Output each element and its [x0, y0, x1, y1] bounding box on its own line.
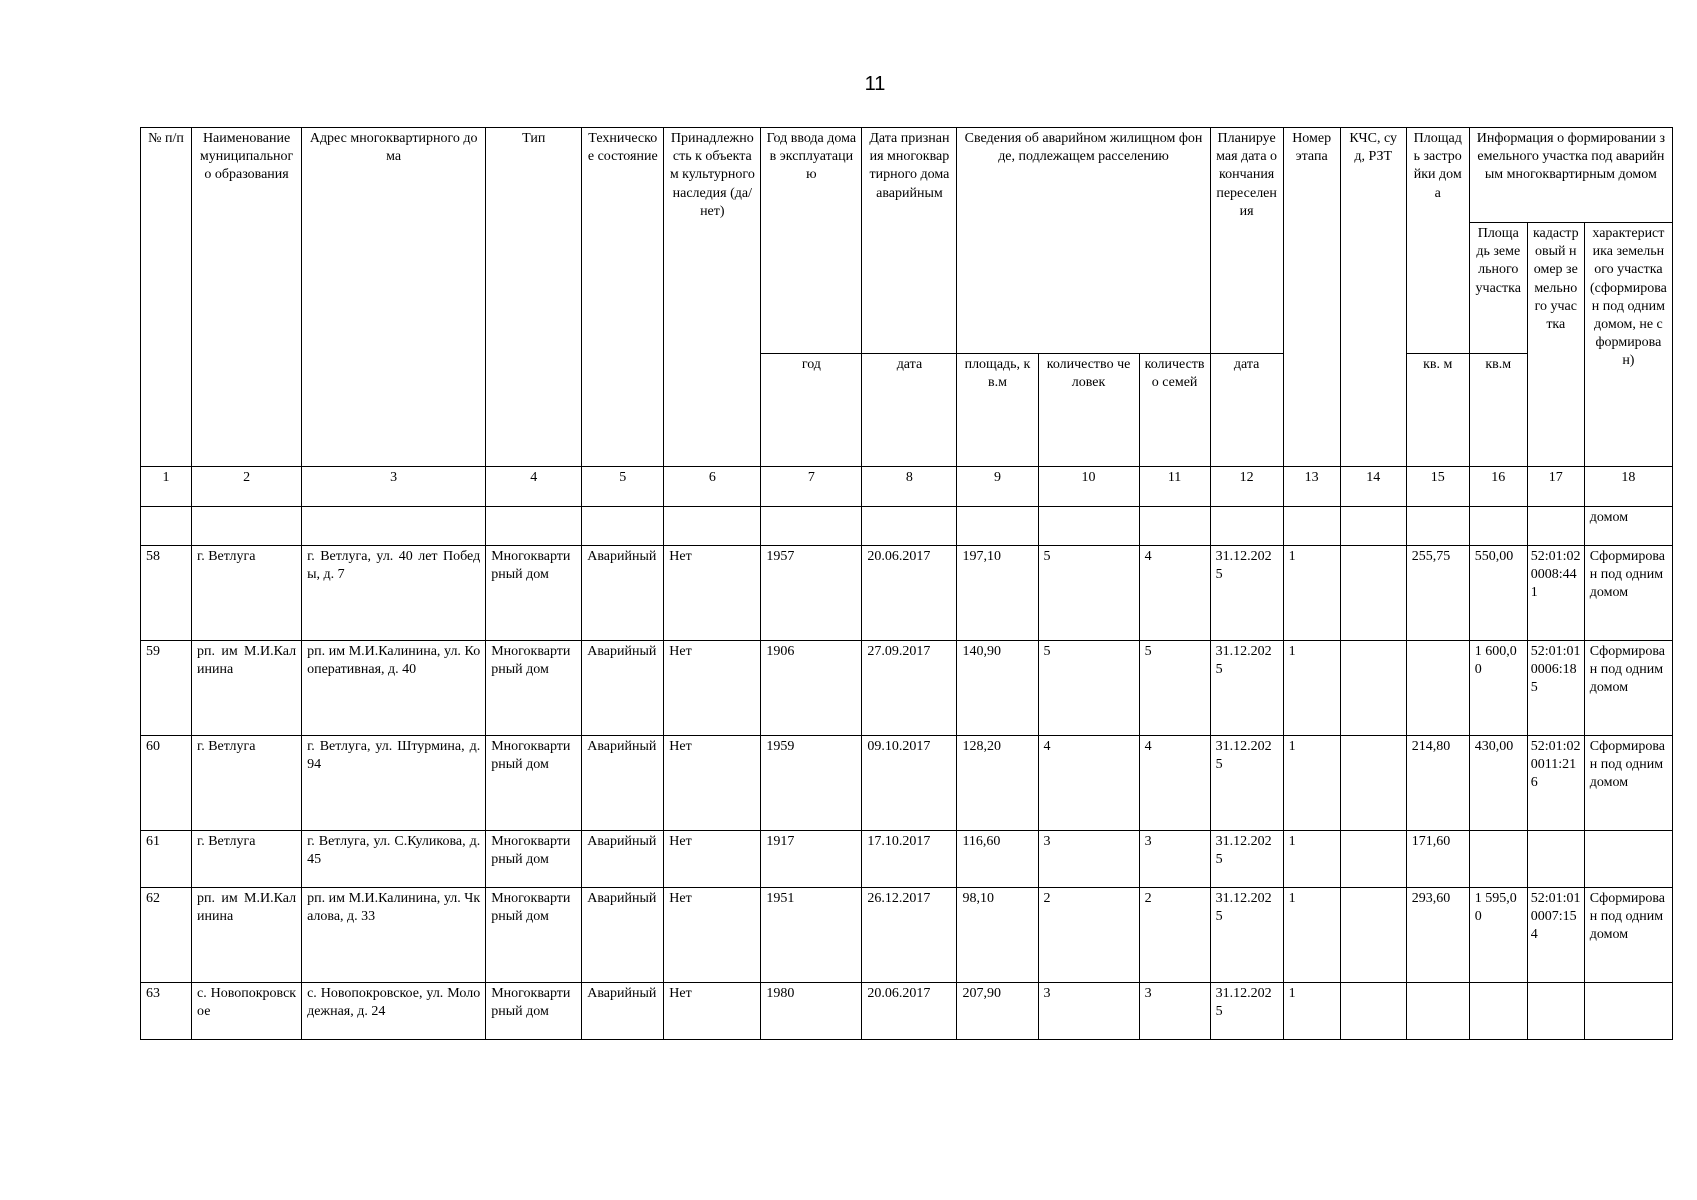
cadastral-cell: 52:01:020011:216	[1527, 736, 1584, 831]
column-number: 8	[862, 467, 957, 507]
planned-date-cell: 31.12.2025	[1210, 641, 1283, 736]
header-col-16: Площадь земельного участка	[1469, 223, 1527, 354]
planned-date-cell: 31.12.2025	[1210, 983, 1283, 1040]
condition-cell: Аварийный	[582, 546, 664, 641]
address-cell: рп. им М.И.Калинина, ул. Кооперативная, д. 40	[302, 641, 486, 736]
table-row	[141, 983, 1673, 1040]
planned-date-cell: 31.12.2025	[1210, 546, 1283, 641]
column-number: 2	[192, 467, 302, 507]
address-cell: г. Ветлуга, ул. Штурмина, д. 94	[302, 736, 486, 831]
planned-date-cell: 31.12.2025	[1210, 831, 1283, 888]
column-number: 6	[664, 467, 761, 507]
condition-cell: Аварийный	[582, 831, 664, 888]
heritage-cell: Нет	[664, 641, 761, 736]
condition-cell: Аварийный	[582, 641, 664, 736]
table-row	[141, 736, 1673, 831]
land-status-cell: Сформирован под одним домом	[1584, 641, 1672, 736]
header-group-relocation: Сведения об аварийном жилищном фонде, подлежащем расселению	[957, 128, 1210, 354]
municipality-cell: г. Ветлуга	[192, 546, 302, 641]
land-status-cell: Сформирован под одним домом	[1584, 546, 1672, 641]
header-col-12: Планируемая дата окончания переселения	[1210, 128, 1283, 354]
stage-cell: 1	[1283, 983, 1340, 1040]
column-number: 16	[1469, 467, 1527, 507]
families-cell: 2	[1139, 888, 1210, 983]
year-cell: 1959	[761, 736, 862, 831]
condition-cell: Аварийный	[582, 888, 664, 983]
area-cell: 128,20	[957, 736, 1038, 831]
municipality-cell: г. Ветлуга	[192, 736, 302, 831]
header-col-8: Дата признания многоквартирного дома аварийным	[862, 128, 957, 354]
header-col-1: № п/п	[141, 128, 192, 467]
land-area-cell: 430,00	[1469, 736, 1527, 831]
year-cell: 1980	[761, 983, 862, 1040]
table-data-rows	[141, 546, 1673, 1040]
header-col-6: Принадлежность к объектам культурного наследия (да/нет)	[664, 128, 761, 467]
row-number-cell: 58	[141, 546, 192, 641]
kchs-cell	[1340, 983, 1406, 1040]
header-col-13: Номер этапа	[1283, 128, 1340, 467]
heritage-cell: Нет	[664, 888, 761, 983]
header-col-16-unit: кв.м	[1469, 354, 1527, 467]
recognition-date-cell: 20.06.2017	[862, 546, 957, 641]
build-area-cell	[1406, 641, 1469, 736]
table-header	[141, 128, 1673, 467]
stage-cell: 1	[1283, 831, 1340, 888]
column-number: 12	[1210, 467, 1283, 507]
column-number: 4	[486, 467, 582, 507]
row-number-cell: 61	[141, 831, 192, 888]
row-number-cell: 63	[141, 983, 192, 1040]
header-col-3: Адрес многоквартирного дома	[302, 128, 486, 467]
municipality-cell: рп. им М.И.Калинина	[192, 641, 302, 736]
header-col-10: количество человек	[1038, 354, 1139, 467]
kchs-cell	[1340, 546, 1406, 641]
type-cell: Многоквартирный дом	[486, 736, 582, 831]
header-col-9: площадь, кв.м	[957, 354, 1038, 467]
heritage-cell: Нет	[664, 546, 761, 641]
stage-cell: 1	[1283, 888, 1340, 983]
page-number: 11	[864, 73, 886, 95]
address-cell: г. Ветлуга, ул. 40 лет Победы, д. 7	[302, 546, 486, 641]
families-cell: 5	[1139, 641, 1210, 736]
column-number: 17	[1527, 467, 1584, 507]
recognition-date-cell: 17.10.2017	[862, 831, 957, 888]
build-area-cell: 293,60	[1406, 888, 1469, 983]
header-col-5: Техническое состояние	[582, 128, 664, 467]
municipality-cell: с. Новопокровское	[192, 983, 302, 1040]
type-cell: Многоквартирный дом	[486, 831, 582, 888]
planned-date-cell: 31.12.2025	[1210, 888, 1283, 983]
header-col-18: характеристика земельного участка (сформирован под одним домом, не сформирован)	[1584, 223, 1672, 467]
header-col-7: Год ввода дома в эксплуатацию	[761, 128, 862, 354]
emergency-housing-table	[140, 127, 1673, 1040]
year-cell: 1957	[761, 546, 862, 641]
land-area-cell	[1469, 831, 1527, 888]
address-cell: г. Ветлуга, ул. С.Куликова, д. 45	[302, 831, 486, 888]
column-number: 3	[302, 467, 486, 507]
area-cell: 197,10	[957, 546, 1038, 641]
header-group-land: Информация о формировании земельного участка под аварийным многоквартирным домом	[1469, 128, 1672, 223]
families-cell: 3	[1139, 983, 1210, 1040]
families-cell: 4	[1139, 546, 1210, 641]
cadastral-cell	[1527, 983, 1584, 1040]
type-cell: Многоквартирный дом	[486, 641, 582, 736]
recognition-date-cell: 20.06.2017	[862, 983, 957, 1040]
heritage-cell: Нет	[664, 983, 761, 1040]
continuation-row	[141, 507, 1673, 546]
column-number: 1	[141, 467, 192, 507]
land-status-cell: Сформирован под одним домом	[1584, 888, 1672, 983]
year-cell: 1906	[761, 641, 862, 736]
row-number-cell: 59	[141, 641, 192, 736]
land-status-cell	[1584, 831, 1672, 888]
column-number: 5	[582, 467, 664, 507]
row-number-cell: 60	[141, 736, 192, 831]
table-row	[141, 641, 1673, 736]
land-area-cell: 1 595,00	[1469, 888, 1527, 983]
header-col-2: Наименование муниципального образования	[192, 128, 302, 467]
cadastral-cell: 52:01:010006:185	[1527, 641, 1584, 736]
column-number: 7	[761, 467, 862, 507]
address-cell: с. Новопокровское, ул. Молодежная, д. 24	[302, 983, 486, 1040]
recognition-date-cell: 27.09.2017	[862, 641, 957, 736]
recognition-date-cell: 09.10.2017	[862, 736, 957, 831]
families-cell: 3	[1139, 831, 1210, 888]
people-cell: 4	[1038, 736, 1139, 831]
type-cell: Многоквартирный дом	[486, 888, 582, 983]
column-number: 13	[1283, 467, 1340, 507]
column-number-row	[141, 467, 1673, 507]
land-status-cell: Сформирован под одним домом	[1584, 736, 1672, 831]
header-col-4: Тип	[486, 128, 582, 467]
column-number: 9	[957, 467, 1038, 507]
address-cell: рп. им М.И.Калинина, ул. Чкалова, д. 33	[302, 888, 486, 983]
people-cell: 3	[1038, 831, 1139, 888]
kchs-cell	[1340, 888, 1406, 983]
header-col-15-unit: кв. м	[1406, 354, 1469, 467]
table-row	[141, 831, 1673, 888]
cadastral-cell: 52:01:010007:154	[1527, 888, 1584, 983]
recognition-date-cell: 26.12.2017	[862, 888, 957, 983]
people-cell: 5	[1038, 546, 1139, 641]
people-cell: 5	[1038, 641, 1139, 736]
land-area-cell: 550,00	[1469, 546, 1527, 641]
area-cell: 98,10	[957, 888, 1038, 983]
build-area-cell	[1406, 983, 1469, 1040]
column-number: 14	[1340, 467, 1406, 507]
table-row	[141, 546, 1673, 641]
year-cell: 1951	[761, 888, 862, 983]
header-col-14: КЧС, суд, РЗТ	[1340, 128, 1406, 467]
land-status-cell: домом	[1584, 507, 1672, 546]
kchs-cell	[1340, 831, 1406, 888]
build-area-cell: 214,80	[1406, 736, 1469, 831]
build-area-cell: 171,60	[1406, 831, 1469, 888]
land-status-cell	[1584, 983, 1672, 1040]
row-number-cell: 62	[141, 888, 192, 983]
header-col-7-sub: год	[761, 354, 862, 467]
column-number: 10	[1038, 467, 1139, 507]
table-row	[141, 888, 1673, 983]
header-col-15: Площадь застройки дома	[1406, 128, 1469, 354]
column-number: 18	[1584, 467, 1672, 507]
stage-cell: 1	[1283, 736, 1340, 831]
header-col-17: кадастровый номер земельного участка	[1527, 223, 1584, 467]
header-col-8-sub: дата	[862, 354, 957, 467]
area-cell: 207,90	[957, 983, 1038, 1040]
people-cell: 3	[1038, 983, 1139, 1040]
condition-cell: Аварийный	[582, 983, 664, 1040]
condition-cell: Аварийный	[582, 736, 664, 831]
build-area-cell: 255,75	[1406, 546, 1469, 641]
type-cell: Многоквартирный дом	[486, 983, 582, 1040]
cadastral-cell: 52:01:020008:441	[1527, 546, 1584, 641]
kchs-cell	[1340, 736, 1406, 831]
planned-date-cell: 31.12.2025	[1210, 736, 1283, 831]
column-number: 15	[1406, 467, 1469, 507]
area-cell: 116,60	[957, 831, 1038, 888]
type-cell: Многоквартирный дом	[486, 546, 582, 641]
land-area-cell	[1469, 983, 1527, 1040]
year-cell: 1917	[761, 831, 862, 888]
people-cell: 2	[1038, 888, 1139, 983]
heritage-cell: Нет	[664, 831, 761, 888]
heritage-cell: Нет	[664, 736, 761, 831]
families-cell: 4	[1139, 736, 1210, 831]
kchs-cell	[1340, 641, 1406, 736]
stage-cell: 1	[1283, 641, 1340, 736]
table-body	[141, 467, 1673, 546]
area-cell: 140,90	[957, 641, 1038, 736]
stage-cell: 1	[1283, 546, 1340, 641]
column-number: 11	[1139, 467, 1210, 507]
municipality-cell: рп. им М.И.Калинина	[192, 888, 302, 983]
cadastral-cell	[1527, 831, 1584, 888]
land-area-cell: 1 600,00	[1469, 641, 1527, 736]
header-col-11: количество семей	[1139, 354, 1210, 467]
header-col-12-sub: дата	[1210, 354, 1283, 467]
municipality-cell: г. Ветлуга	[192, 831, 302, 888]
